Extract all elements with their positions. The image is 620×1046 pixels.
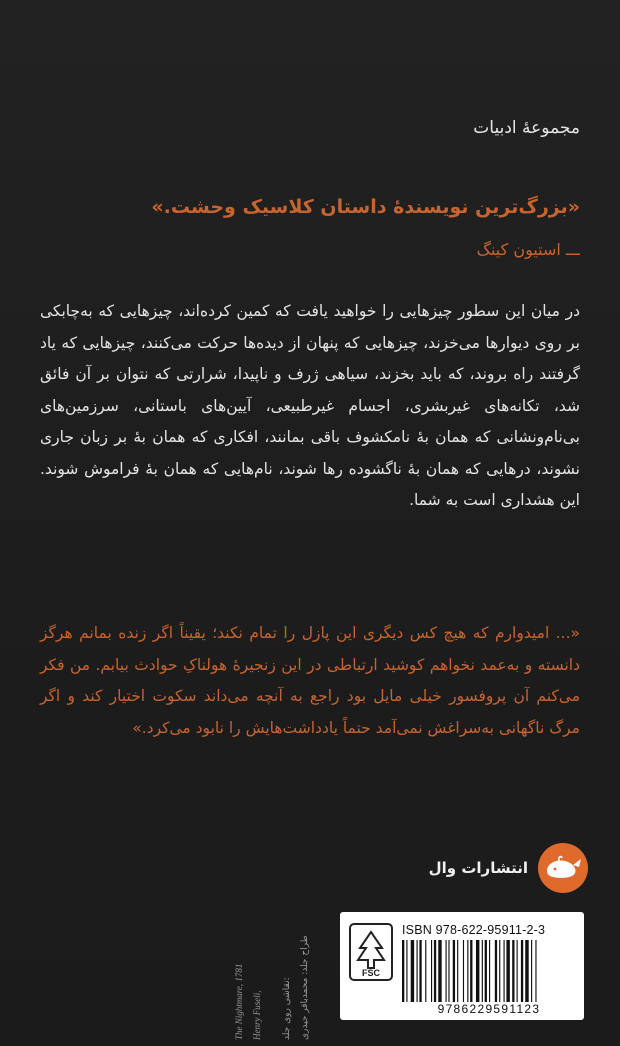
publisher-block bbox=[388, 838, 588, 898]
whale-logo-icon bbox=[538, 843, 588, 893]
fsc-label: FSC bbox=[362, 968, 380, 978]
cover-credit-work: The Nightmare, 1781 bbox=[234, 963, 244, 1040]
barcode-number: 9786229591123 bbox=[437, 1002, 541, 1016]
blurb-author: ـــ استیون کینگ bbox=[476, 240, 580, 259]
cover-credit-painting: نقاشی روی جلد: bbox=[282, 977, 292, 1040]
cover-credit-designer: طراح جلد: محمدباقر حیدری bbox=[300, 935, 310, 1040]
cover-credit-artist: Henry Fuseli, bbox=[252, 990, 262, 1040]
synopsis-text: در میان این سطور چیزهایی را خواهید یافت که کمین کرده‌اند، چیزهایی که به‌چابکی بر روی دیوارها می‌خزند، چیزهایی که پنهان از دیده‌ها حرکت می‌کنند، چیزهایی که یاد گرفتند راه بروند، که باید بخزند، سیاهی ژرف و ناپیدا، شرارتی که نتوان بر آن فائق شد، تکانه‌های غیربشری، اجسام غیرطبیعی، آیین‌های باستانی، سرزمین‌های بی‌نام‌ونشانی که همان بهٔ نامکشوف باقی بمانند، افکاری که همان بهٔ بر زبان جاری نشوند، درهایی که همان بهٔ ناگشوده رها شوند، نام‌هایی که همان بهٔ فراموش شوند. این هشداری است به شما. bbox=[40, 302, 580, 509]
series-label: مجموعهٔ ادبیات bbox=[473, 118, 580, 138]
book-excerpt: «... امیدوارم که هیچ کس دیگری این پازل را تمام نکند؛ یقیناً اگر زنده بمانم هرگز دانسته و به‌عمد نخواهم کوشید ارتباطی در این زنجیرهٔ هولناکِ حوادث بیابم. من فکر می‌کنم آن پروفسور خیلی مایل بود راجع به آنچه می‌داند سکوت اختیار کند و اگر مرگ ناگهانی به‌سراغش نمی‌آمد حتماً یادداشت‌هایش را نابود می‌کرد.» bbox=[40, 624, 580, 737]
isbn-text: ISBN 978-622-95911-2-3 bbox=[402, 923, 546, 937]
blurb-quote: «بزرگ‌ترین نویسندهٔ داستان کلاسیک وحشت.» bbox=[151, 196, 580, 218]
fsc-tree-icon bbox=[348, 922, 394, 1008]
barcode-icon bbox=[400, 940, 578, 1002]
publisher-name: انتشارات وال bbox=[428, 859, 528, 877]
